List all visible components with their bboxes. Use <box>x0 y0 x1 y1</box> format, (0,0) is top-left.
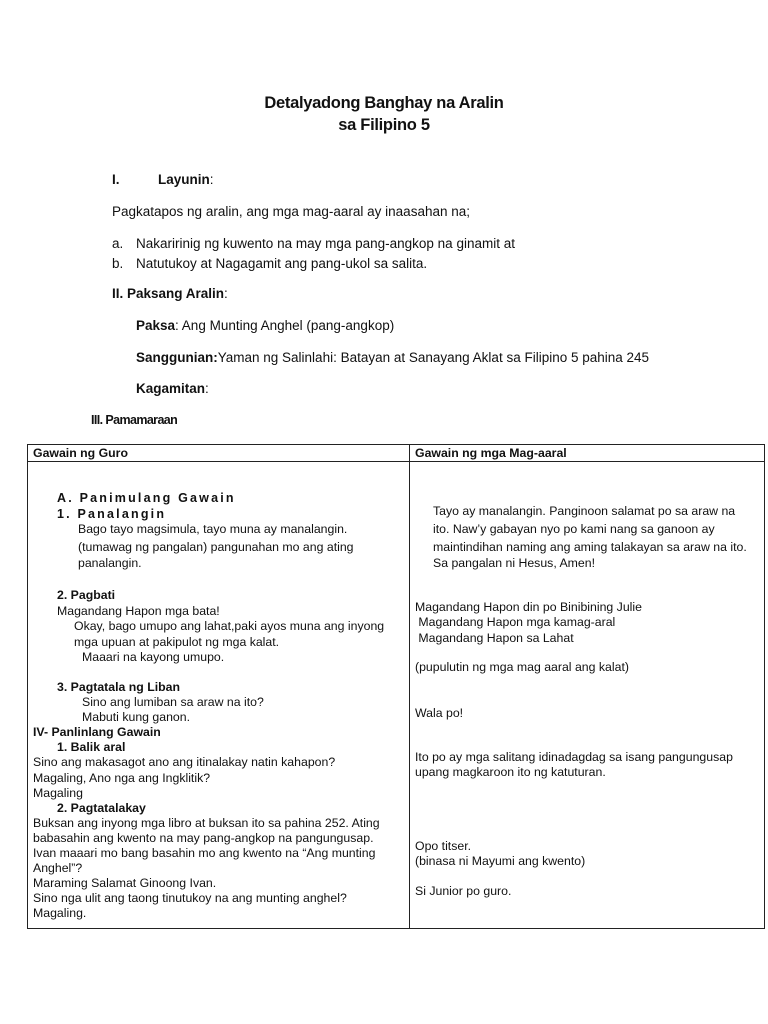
document-title: Detalyadong Banghay na Aralin <box>264 94 504 112</box>
objectives-intro: Pagkatapos ng aralin, ang mga mag-aaral ay inaasahan na; <box>112 204 470 219</box>
pagtatala-line-2: Mabuti kung ganon. <box>82 710 191 724</box>
absent-answer: Wala po! <box>415 706 464 720</box>
junior-answer: Si Junior po guro. <box>415 884 512 898</box>
panalangin-heading: 1. Panalangin <box>57 507 167 521</box>
document-subtitle: sa Filipino 5 <box>338 116 430 134</box>
pagtatalakay-line-3: Ivan maaari mo bang basahin mo ang kwento na “Ang munting <box>33 846 376 860</box>
prayer-line-2: ito. Naw’y gabayan nyo po kami nang sa ganoon ay <box>433 522 715 536</box>
prayer-line-4: Sa pangalan ni Hesus, Amen! <box>433 556 596 570</box>
greet-line-2: Magandang Hapon mga kamag-aral <box>415 615 616 629</box>
procedure-table <box>27 444 765 929</box>
read-answer-line-2: (binasa ni Mayumi ang kwento) <box>415 854 586 868</box>
balik-aral-line-1: Sino ang makasagot ano ang itinalakay natin kahapon? <box>33 755 336 769</box>
sanggunian-line <box>136 350 649 365</box>
pagbati-heading: 2. Pagbati <box>57 588 116 602</box>
pagbati-line-1: Magandang Hapon mga bata! <box>57 604 220 618</box>
header-divider <box>28 461 764 462</box>
kagamitan-colon: : <box>205 381 209 396</box>
pagtatalakay-line-4: Anghel”? <box>33 861 83 875</box>
pagtatalakay-line-1: Buksan ang inyong mga libro at buksan ito sa pahina 252. Ating <box>33 816 380 830</box>
objective-a-text: Nakaririnig ng kuwento na may mga pang-angkop na ginamit at <box>136 236 515 251</box>
section-3-heading: III. Pamamaraan <box>91 413 178 427</box>
paksa-value: : Ang Munting Anghel (pang-angkop) <box>175 318 395 333</box>
paksa-label: Paksa <box>136 318 176 333</box>
pagtatala-line-1: Sino ang lumiban sa araw na ito? <box>82 695 264 709</box>
review-answer-line-2: upang magkaroon ito ng katuturan. <box>415 765 606 779</box>
pagtatalakay-line-2: babasahin ang kwento na may pang-angkop na pangungusap. <box>33 831 374 845</box>
pagbati-line-4: Maaari na kayong umupo. <box>82 650 225 664</box>
panlinlang-gawain-heading: IV- Panlinlang Gawain <box>33 725 161 739</box>
column-divider <box>409 445 410 928</box>
pagtatalakay-line-5: Maraming Salamat Ginoong Ivan. <box>33 876 217 890</box>
section-1-colon: : <box>209 172 214 187</box>
column-header-teacher: Gawain ng Guro <box>33 446 128 460</box>
column-header-students: Gawain ng mga Mag-aaral <box>415 446 567 460</box>
objective-a-marker: a. <box>112 236 124 251</box>
pagbati-line-2: Okay, bago umupo ang lahat,paki ayos muna ang inyong <box>74 619 385 633</box>
section-1-label: Layunin <box>158 172 210 187</box>
prayer-line-3: maintindihan naming ang aming talakayan sa araw na ito. <box>433 540 747 554</box>
panalangin-line-3: panalangin. <box>78 556 142 570</box>
balik-aral-heading: 1. Balik aral <box>57 740 126 754</box>
balik-aral-line-2: Magaling, Ano nga ang Ingklitik? <box>33 771 211 785</box>
read-answer-line-1: Opo titser. <box>415 839 472 853</box>
objective-b-text: Natutukoy at Nagagamit ang pang-ukol sa salita. <box>136 256 428 271</box>
kagamitan-label: Kagamitan <box>136 381 206 396</box>
pagtatalakay-line-6: Sino nga ulit ang taong tinutukoy na ang munting anghel? <box>33 891 347 905</box>
panalangin-line-2: (tumawag ng pangalan) pangunahan mo ang ating <box>78 540 354 554</box>
prayer-line-1: Tayo ay manalangin. Panginoon salamat po sa araw na <box>433 504 736 518</box>
greet-line-1: Magandang Hapon din po Binibining Julie <box>415 600 642 614</box>
pagtatalakay-heading: 2. Pagtatalakay <box>57 801 146 815</box>
panimulang-gawain-heading: A. Panimulang Gawain <box>57 491 236 505</box>
paksa-line <box>136 318 394 333</box>
review-answer-line-1: Ito po ay mga salitang idinadagdag sa isang pangungusap <box>415 750 733 764</box>
objective-b-marker: b. <box>112 256 124 271</box>
section-1-number: I. <box>112 172 120 187</box>
section-2-label: II. Paksang Aralin <box>112 286 225 301</box>
section-2-colon: : <box>224 286 228 301</box>
sanggunian-value: Yaman ng Salinlahi: Batayan at Sanayang Aklat sa Filipino 5 pahina 245 <box>217 350 650 365</box>
kagamitan-line <box>136 381 209 396</box>
section-1-heading <box>158 172 214 187</box>
section-2-heading <box>112 286 228 301</box>
pagtatalakay-line-7: Magaling. <box>33 906 87 920</box>
sanggunian-label: Sanggunian: <box>136 350 218 365</box>
greet-line-3: Magandang Hapon sa Lahat <box>415 631 574 645</box>
panalangin-line-1: Bago tayo magsimula, tayo muna ay manalangin. <box>78 522 348 536</box>
pick-up-line: (pupulutin ng mga mag aaral ang kalat) <box>415 660 629 674</box>
pagbati-line-3: mga upuan at pakipulot ng mga kalat. <box>74 635 280 649</box>
balik-aral-line-3: Magaling <box>33 786 83 800</box>
pagtatala-heading: 3. Pagtatala ng Liban <box>57 680 180 694</box>
